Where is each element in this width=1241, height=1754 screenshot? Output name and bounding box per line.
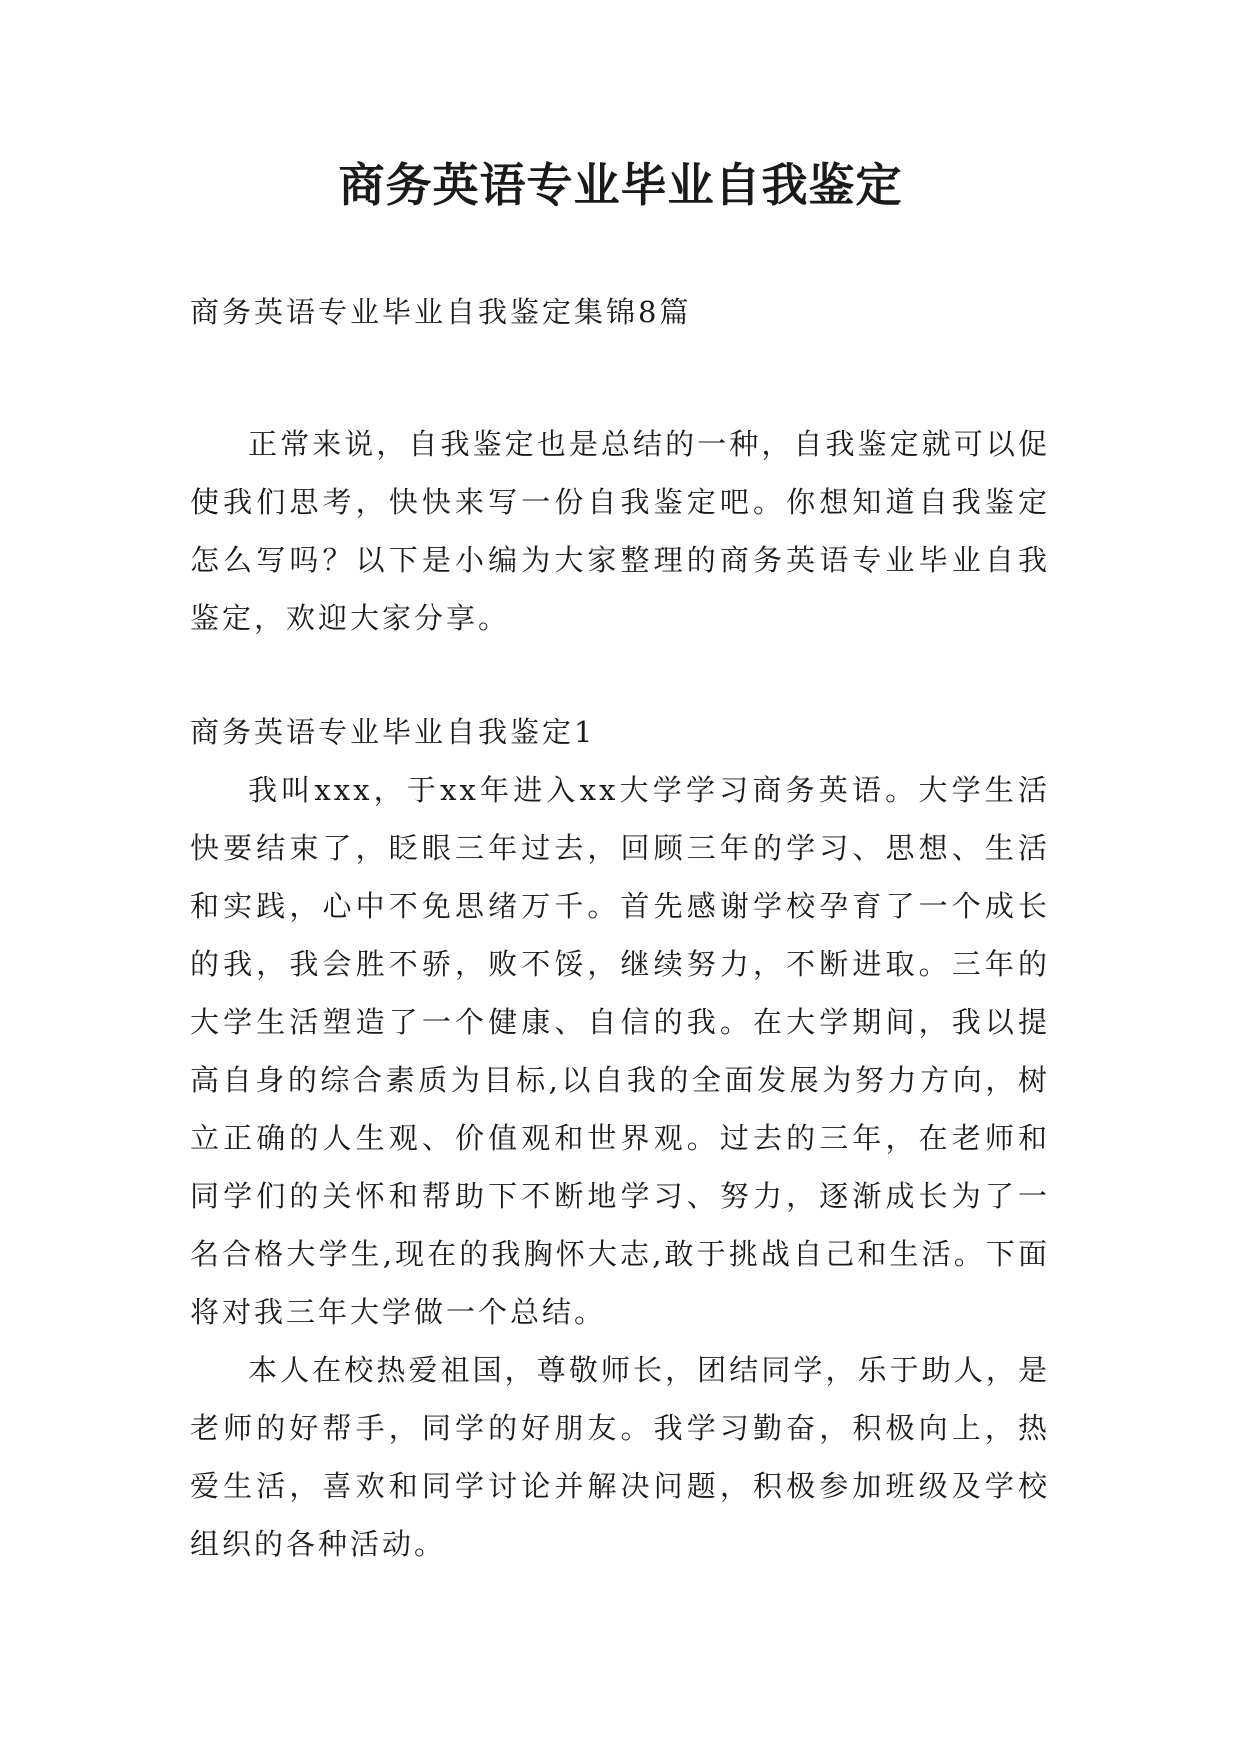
- document-subtitle: 商务英语专业毕业自我鉴定集锦8篇: [190, 295, 692, 329]
- body-paragraph: 本人在校热爱祖国，尊敬师长，团结同学，乐于助人，是老师的好帮手，同学的好朋友。我学习勤奋，积极向上，热爱生活，喜欢和同学讨论并解决问题，积极参加班级及学校组织的各种活动。: [190, 1353, 1050, 1561]
- body-paragraph: 我叫xxx，于xx年进入xx大学学习商务英语。大学生活快要结束了，眨眼三年过去，回顾三年的学习、思想、生活和实践，心中不免思绪万千。首先感谢学校孕育了一个成长的我，我会胜不骄，败不馁，继续努力，不断进取。三年的大学生活塑造了一个健康、自信的我。在大学期间，我以提高自身的综合素质为目标,以自我的全面发展为努力方向，树立正确的人生观、价值观和世界观。过去的三年，在老师和同学们的关怀和帮助下不断地学习、努力，逐渐成长为了一名合格大学生,现在的我胸怀大志,敢于挑战自己和生活。下面将对我三年大学做一个总结。: [190, 773, 1050, 1329]
- document-body: [190, 283, 1050, 1573]
- section-heading: 商务英语专业毕业自我鉴定1: [190, 715, 596, 749]
- document-title: 商务英语专业毕业自我鉴定: [338, 158, 903, 212]
- intro-paragraph: 正常来说，自我鉴定也是总结的一种，自我鉴定就可以促使我们思考，快快来写一份自我鉴定吧。你想知道自我鉴定怎么写吗？以下是小编为大家整理的商务英语专业毕业自我鉴定，欢迎大家分享。: [190, 427, 1050, 635]
